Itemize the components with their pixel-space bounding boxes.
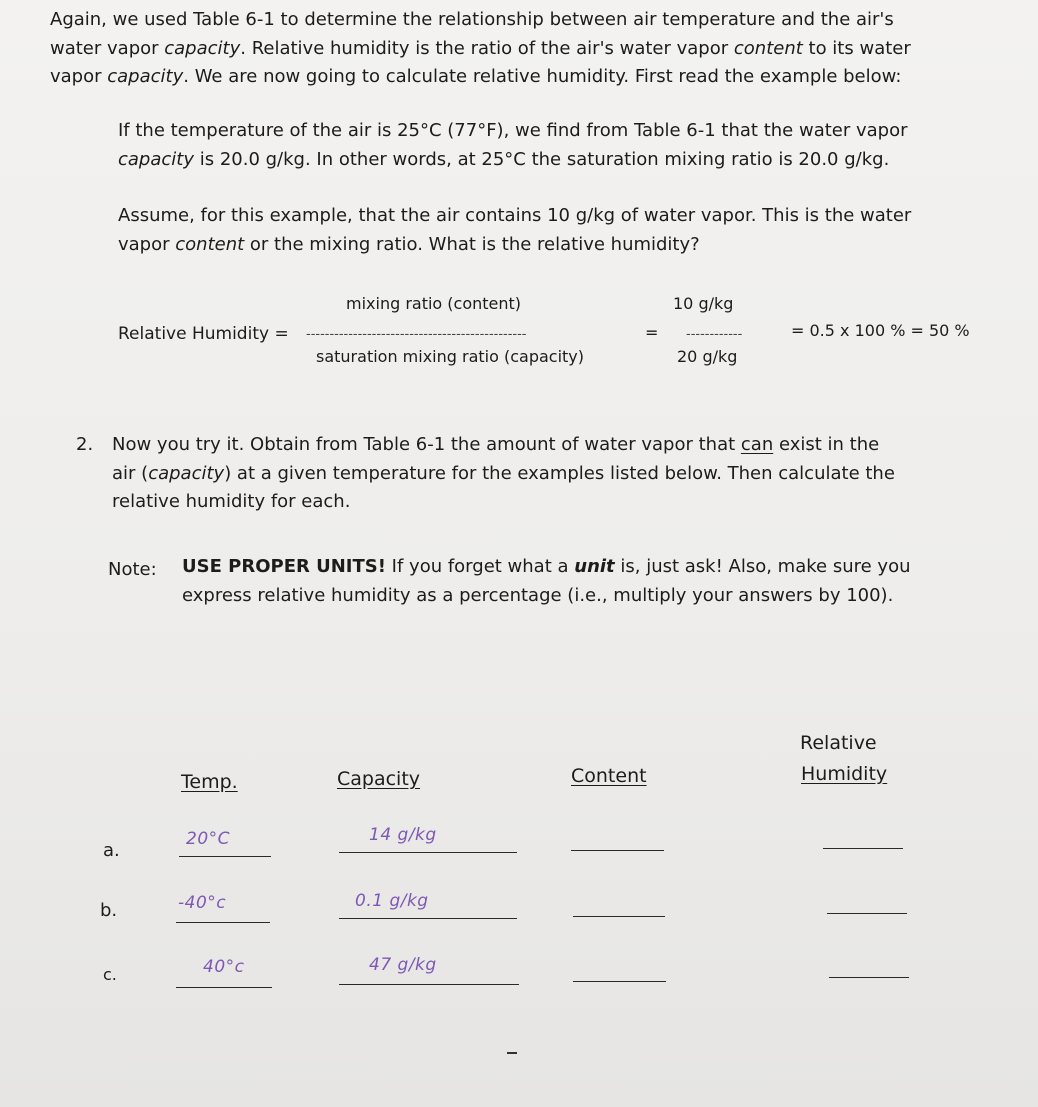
row-c-rh-blank[interactable] — [829, 977, 909, 978]
example-line-4 — [118, 231, 911, 260]
row-a-temp: 20°C — [186, 829, 231, 849]
header-rh-line1: Relative — [800, 732, 877, 754]
formula-denominator: saturation mixing ratio (capacity) — [316, 347, 585, 366]
intro-paragraph — [50, 6, 911, 92]
row-a-label: a. — [103, 840, 120, 861]
row-a-capacity: 14 g/kg — [369, 825, 437, 845]
intro-line-2 — [50, 35, 911, 64]
row-b-content-blank[interactable] — [573, 916, 665, 917]
row-b-temp-blank[interactable] — [176, 922, 270, 923]
formula-den-value: 20 g/kg — [677, 347, 738, 366]
note-line-2: express relative humidity as a percentage (i.e., multiply your answers by 100). — [182, 584, 894, 606]
text: is, just ask! Also, make sure you — [614, 556, 911, 577]
formula-short-dashes: ------------ — [686, 327, 743, 342]
example-paragraph-2 — [118, 202, 911, 259]
formula-long-dashes: ----------------------------------------------- — [306, 327, 527, 342]
row-c-temp-blank[interactable] — [176, 987, 272, 988]
stray-mark — [507, 1052, 517, 1054]
text: Now you try it. Obtain from Table 6-1 the amount of water vapor that — [112, 434, 741, 455]
note-unit: unit — [574, 556, 615, 577]
emphasis: content — [733, 37, 803, 59]
note-line-1 — [182, 553, 911, 582]
row-a-capacity-blank[interactable] — [339, 852, 517, 853]
text: If you forget what a — [385, 556, 575, 577]
intro-line-1: Again, we used Table 6-1 to determine the relationship between air temperature and the air's — [50, 9, 894, 30]
row-c-capacity: 47 g/kg — [369, 955, 437, 975]
row-b-capacity: 0.1 g/kg — [355, 891, 429, 911]
row-c-capacity-blank[interactable] — [339, 984, 519, 985]
text: is 20.0 g/kg. In other words, at 25°C the saturation mixing ratio is 20.0 g/kg. — [194, 148, 890, 170]
text: vapor — [118, 233, 176, 255]
question-line-2 — [112, 460, 895, 489]
emphasis: capacity — [118, 148, 194, 170]
example-line-1: If the temperature of the air is 25°C (77°F), we find from Table 6-1 that the water vapor — [118, 120, 908, 141]
row-b-temp: -40°c — [178, 893, 227, 913]
show-through-text — [640, 700, 645, 718]
header-temp: Temp. — [181, 771, 238, 793]
row-c-label: c. — [103, 965, 117, 984]
row-b-capacity-blank[interactable] — [339, 918, 517, 919]
row-b-label: b. — [100, 900, 118, 921]
question-number: 2. — [76, 434, 94, 455]
text: or the mixing ratio. What is the relative humidity? — [244, 233, 700, 255]
text: to its water — [802, 37, 911, 59]
note-bold: USE PROPER UNITS! — [182, 556, 386, 577]
emphasis: capacity — [148, 462, 225, 484]
text: air ( — [112, 462, 149, 484]
header-capacity: Capacity — [337, 768, 421, 790]
note-label: Note: — [108, 559, 157, 580]
text: vapor — [50, 66, 108, 87]
emphasis: capacity — [107, 66, 184, 87]
text: ) at a given temperature for the examples listed below. Then calculate the — [224, 462, 895, 484]
text: . Relative humidity is the ratio of the air's water vapor — [240, 37, 734, 59]
example-line-3: Assume, for this example, that the air contains 10 g/kg of water vapor. This is the water — [118, 205, 912, 226]
header-content: Content — [571, 765, 647, 787]
row-b-rh-blank[interactable] — [827, 913, 907, 914]
row-a-temp-blank[interactable] — [179, 856, 271, 857]
emphasis: capacity — [164, 37, 241, 59]
note-paragraph — [182, 553, 911, 610]
formula-num-value: 10 g/kg — [673, 294, 734, 313]
text: . We are now going to calculate relative humidity. First read the example below: — [183, 66, 902, 87]
example-paragraph-1 — [118, 117, 908, 174]
emphasis: can — [740, 434, 774, 455]
question-paragraph — [112, 431, 895, 517]
formula-numerator: mixing ratio (content) — [346, 294, 522, 313]
question-line-1 — [112, 431, 895, 460]
text: exist in the — [773, 434, 880, 455]
text: water vapor — [50, 37, 165, 59]
row-a-rh-blank[interactable] — [823, 848, 903, 849]
emphasis: content — [175, 233, 245, 255]
example-line-2 — [118, 146, 908, 175]
formula-lhs: Relative Humidity = — [118, 324, 289, 344]
formula-equals: = — [645, 323, 659, 342]
intro-line-3 — [50, 63, 911, 92]
header-rh-line2: Humidity — [801, 763, 888, 785]
row-c-temp: 40°c — [203, 957, 245, 977]
row-a-content-blank[interactable] — [571, 850, 664, 851]
question-line-3: relative humidity for each. — [112, 491, 351, 512]
row-c-content-blank[interactable] — [573, 981, 666, 982]
formula-result: = 0.5 x 100 % = 50 % — [791, 321, 970, 340]
